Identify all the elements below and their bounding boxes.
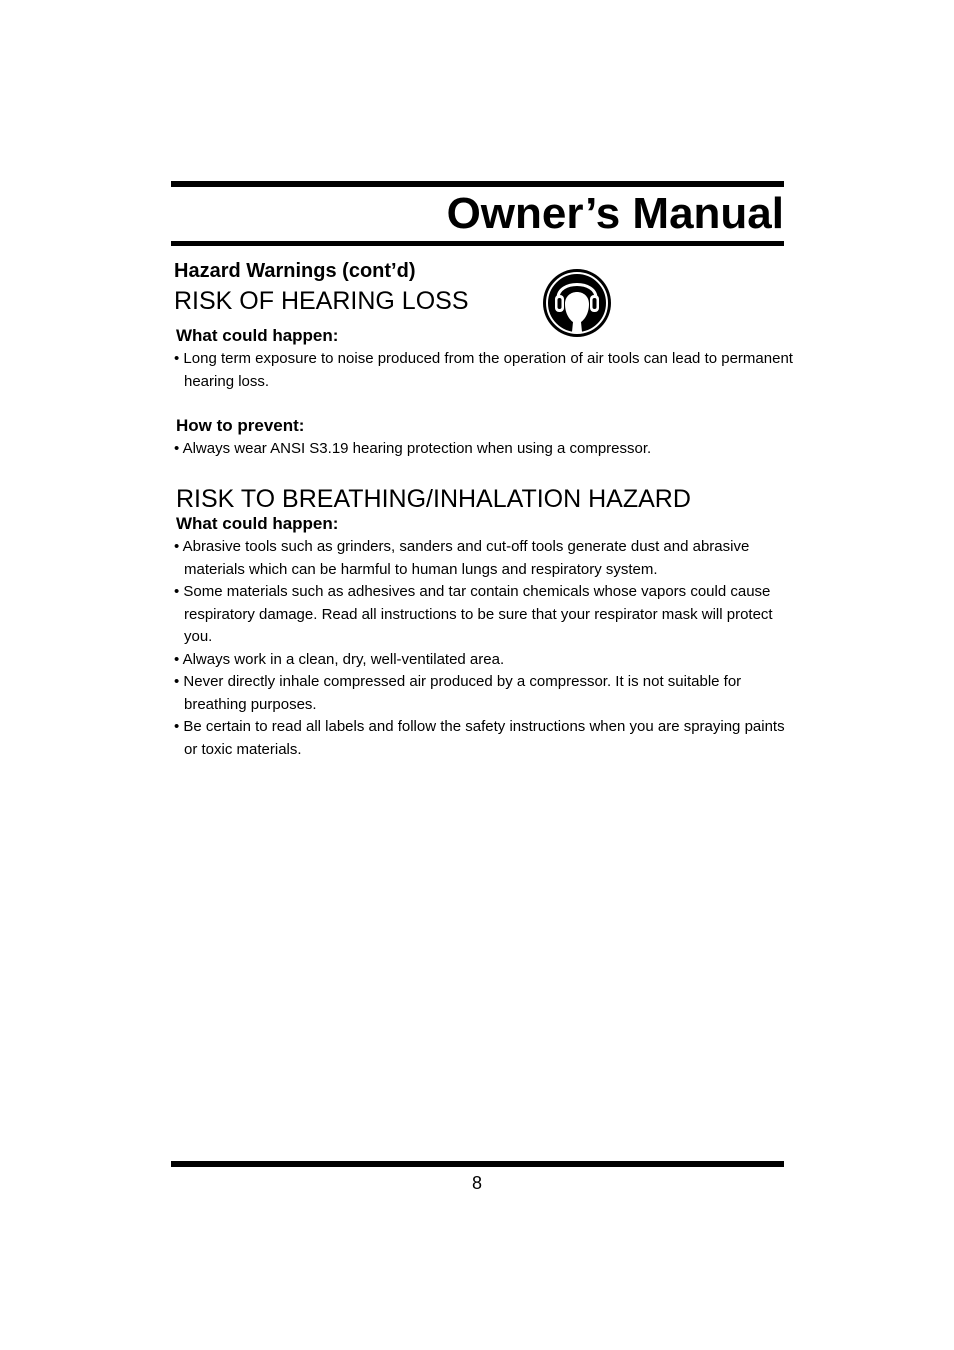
header-bottom-rule (171, 241, 784, 246)
hearing-what-list (174, 348, 794, 393)
hearing-prevent-list (174, 438, 794, 461)
document-title: Owner’s Manual (446, 189, 784, 238)
list-item: • Long term exposure to noise produced from the operation of air tools can lead to permanent hearing loss. (174, 350, 793, 390)
list-item: • Always wear ANSI S3.19 hearing protection when using a compressor. (174, 440, 652, 457)
hearing-prevent-label: How to prevent: (176, 416, 305, 435)
breathing-what-list (174, 536, 794, 761)
page-number: 8 (471, 1173, 482, 1193)
list-item: • Never directly inhale compressed air produced by a compressor. It is not suitable for breathing purposes. (174, 673, 742, 713)
breathing-risk-title: RISK TO BREATHING/INHALATION HAZARD (176, 485, 691, 513)
breathing-what-label: What could happen: (176, 514, 339, 533)
hearing-protection-icon (542, 268, 612, 338)
list-item: • Be certain to read all labels and follow the safety instructions when you are spraying paints or toxic materials. (174, 718, 785, 758)
list-item: • Abrasive tools such as grinders, sanders and cut-off tools generate dust and abrasive materials which can be harmful to human lungs and respiratory system. (174, 538, 750, 578)
list-item: • Some materials such as adhesives and tar contain chemicals whose vapors could cause respiratory damage. Read all instructions to be sure that your respirator mask will protect you. (174, 583, 773, 645)
header-top-rule (171, 181, 784, 187)
section-kicker: Hazard Warnings (cont’d) (174, 260, 416, 282)
hearing-risk-title: RISK OF HEARING LOSS (174, 287, 469, 315)
list-item: • Always work in a clean, dry, well-ventilated area. (174, 650, 505, 668)
footer-rule (171, 1161, 784, 1167)
hearing-what-label: What could happen: (176, 326, 339, 345)
